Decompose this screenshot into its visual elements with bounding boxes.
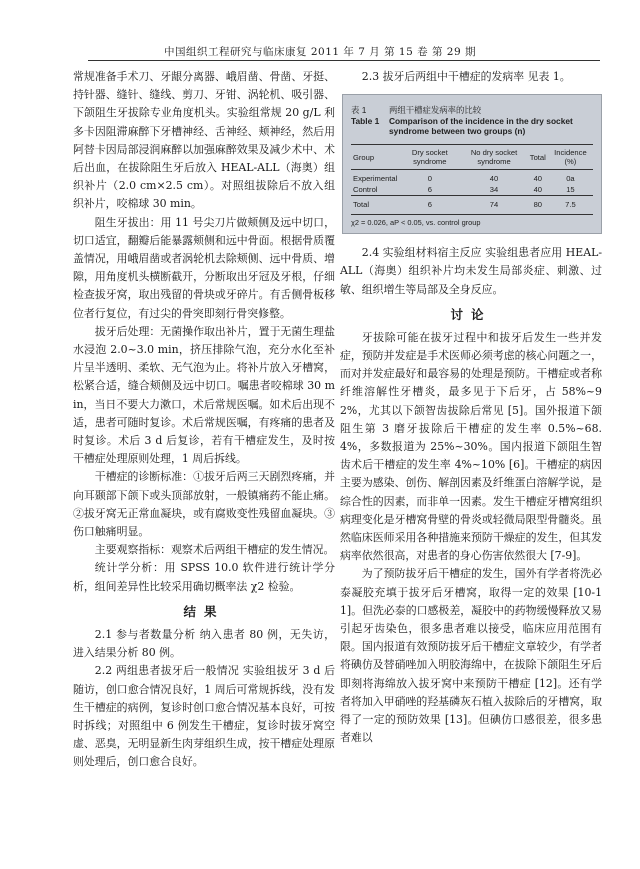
table-cell: 40 — [533, 185, 543, 195]
incidence-paragraph: 2.3 拔牙后两组中干槽症的发病率 见表 1。 — [361, 70, 571, 83]
table-cell: 34 — [489, 185, 499, 195]
materials-paragraph: 常规准备手术刀、牙龈分离器、峨眉凿、骨凿、牙挺、持针器、缝针、缝线、剪刀、牙钳、涡轮机、吸引器、下颌阻生牙拔除专业角度机头。实验组常规 20 g/L 利多卡因阻滞麻醉下牙槽神经、舌神经、颊神经，然后用阿替卡因局部浸润麻醉以加强麻醉效果及减少术中、术后出血，在拔除阻生牙后放入 HEAL-ALL（海奥）组织补片（2.0 cm×2.5 cm）。对照组拔除后不放入组织补片，咬棉球 30 min。 — [73, 70, 335, 211]
table-cell: Experimental — [353, 174, 398, 184]
postop-paragraph: 拔牙后处理：无菌操作取出补片，置于无菌生理盐水浸泡 2.0~3.0 min，挤压排除气泡，充分水化至补片呈半透明、柔软、无气泡为止。将补片放入牙槽窝，松紧合适，缝合颊侧及远中切口。嘱患者咬棉球 30 min，当日不要大力漱口，术后常规医嘱。如术后出现不适，患者可随时复诊。术后常规医嘱，有疼痛的患者及时复诊。术后 3 d 后复诊，若有干槽症发生，及时按干槽症处理原则处理，1 周后拆线。 — [73, 324, 335, 466]
table-cell: 6 — [427, 185, 432, 195]
general-condition-paragraph: 2.2 两组患者拔牙后一般情况 实验组拔牙 3 d 后随访，创口愈合情况良好，1 周后可常规拆线，没有发生干槽症的病例，复诊时创口愈合情况基本良好，可按时拆线；对照组中 6 例发生干槽症，复诊时拔牙窝空虚、恶臭，无明显新生肉芽组织生成，按干槽症处理原则处理后，创口愈合良好。 — [73, 664, 335, 769]
running-header: 中国组织工程研究与临床康复 2011 年 7 月 第 15 卷 第 29 期 — [164, 46, 476, 58]
table-cell: Total — [353, 200, 370, 210]
table-1 — [342, 94, 602, 234]
extraction-paragraph: 阻生牙拔出：用 11 号尖刀片做颊侧及远中切口，切口适宜，翻瓣后能暴露颊侧和远中骨面。根据骨质覆盖情况，用峨眉凿或者涡轮机去除颊侧、远中骨质、增隙，用角度机头横断截开，分断取出牙冠及牙根，仔细检查拔牙窝，取出残留的骨块或牙碎片。有舌侧骨板移位者行复位，有过尖的骨突即刻行骨突修整。 — [73, 215, 335, 320]
results-heading: 结果 — [183, 603, 225, 619]
table-cell: Control — [353, 185, 378, 195]
table-cell: 0a — [566, 174, 575, 184]
table-header-cell: Total — [529, 152, 546, 162]
table-total-row — [351, 196, 593, 211]
table-header-cell: No dry socket syndrome — [470, 148, 518, 167]
table-cell: 6 — [427, 200, 432, 210]
table-cell: 7.5 — [565, 200, 576, 210]
table-cell: 80 — [533, 200, 543, 210]
statistics-paragraph: 统计学分析：用 SPSS 10.0 软件进行统计学分析，组间差异性比较采用确切概率法 χ2 检验。 — [73, 561, 335, 593]
discussion-paragraph-2: 为了预防拔牙后干槽症的发生，国外有学者将洗必泰凝胶充填于拔牙后牙槽窝，取得一定的效果 [10-11]。但洗必泰的口感极差，凝胶中的药物缓慢释放又易引起牙齿染色，很多患者难以接受，临床应用范围有限。国内报道有效预防拔牙后干槽症文章较少，有学者将碘仿及替硝唑加入明胶海绵中，在拔除下颌阻生牙后即刻将海绵放入拔牙窝中来预防干槽症 [12]。还有学者将加入甲硝唑的羟基磷灰石植入拔除后的牙槽窝，取得了一定的预防效果 [13]。但碘仿口感很差，很多患者难以 — [340, 567, 602, 745]
table-header-row — [351, 145, 593, 170]
table-cell: 40 — [533, 174, 543, 184]
table-cell: 40 — [489, 174, 499, 184]
discussion-heading: 讨论 — [450, 306, 492, 322]
table-cell: 74 — [489, 200, 499, 210]
table-caption-en — [351, 116, 593, 136]
host-reaction-paragraph: 2.4 实验组材料宿主反应 实验组患者应用 HEAL-ALL（海奥）组织补片均未发生局部炎症、刺激、过敏、组织增生等局部及全身反应。 — [340, 246, 602, 296]
incidence-table — [351, 144, 593, 210]
table-label-cn: 表 1 — [351, 105, 367, 116]
table-row — [351, 170, 593, 185]
table-row — [351, 184, 593, 196]
outcome-paragraph: 主要观察指标：观察术后两组干槽症的发生情况。 — [94, 543, 335, 557]
participants-paragraph: 2.1 参与者数量分析 纳入患者 80 例，无失访，进入结果分析 80 例。 — [73, 627, 335, 660]
table-title-en: Comparison of the incidence in the dry socket syndrome between two groups (n) — [389, 116, 573, 137]
table-title-cn: 两组干槽症发病率的比较 — [389, 105, 482, 116]
left-column — [73, 68, 335, 772]
diagnosis-paragraph: 干槽症的诊断标准：①拔牙后两三天剧烈疼痛，并向耳颞部下颌下或头顶部放射，一般镇痛药不能止痛。②拔牙窝无正常血凝块，或有腐败变性残留血凝块。③伤口触痛明显。 — [73, 470, 335, 539]
header-rule — [88, 60, 600, 61]
table-caption-cn — [351, 105, 593, 115]
table-footnote: χ2 = 0.026, aP < 0.05, vs. control group — [351, 214, 593, 227]
table-label-en: Table 1 — [351, 116, 380, 127]
table-cell: 0 — [427, 174, 432, 184]
table-cell: 15 — [566, 185, 575, 195]
table-header-cell: Incidence (%) — [554, 148, 587, 167]
discussion-paragraph-1: 牙拔除可能在拔牙过程中和拔牙后发生一些并发症，预防并发症是手术医师必须考虑的核心问题之一，而对并发症最好和最容易的处理是预防。干槽症或者称纤维溶解性牙槽炎，最多见于下后牙，占 58%~92%，尤其以下颌智齿拔除后常见 [5]。国外报道下颌阻生第 3 磨牙拔除后干槽症的发生率 0.5%~68.4%，多数报道为 25%~30%。国内报道下颌阻生智齿术后干槽症的发生率 4%~10% [6]。干槽症的病因主要为感染、创伤、解剖因素及纤维蛋白溶解学说，是综合性的因素，而非单一因素。发生干槽症牙槽窝组织病理变化是牙槽窝骨壁的骨炎或轻微局限型骨髓炎。虽然临床医师采用各种措施来预防干燥症的发生，但其发病率依然很高，对患者的身心伤害依然很大 [7-9]。 — [340, 330, 602, 563]
table-header-cell: Dry socket syndrome — [411, 148, 448, 167]
table-header-cell: Group — [353, 152, 375, 162]
right-column — [340, 68, 602, 747]
